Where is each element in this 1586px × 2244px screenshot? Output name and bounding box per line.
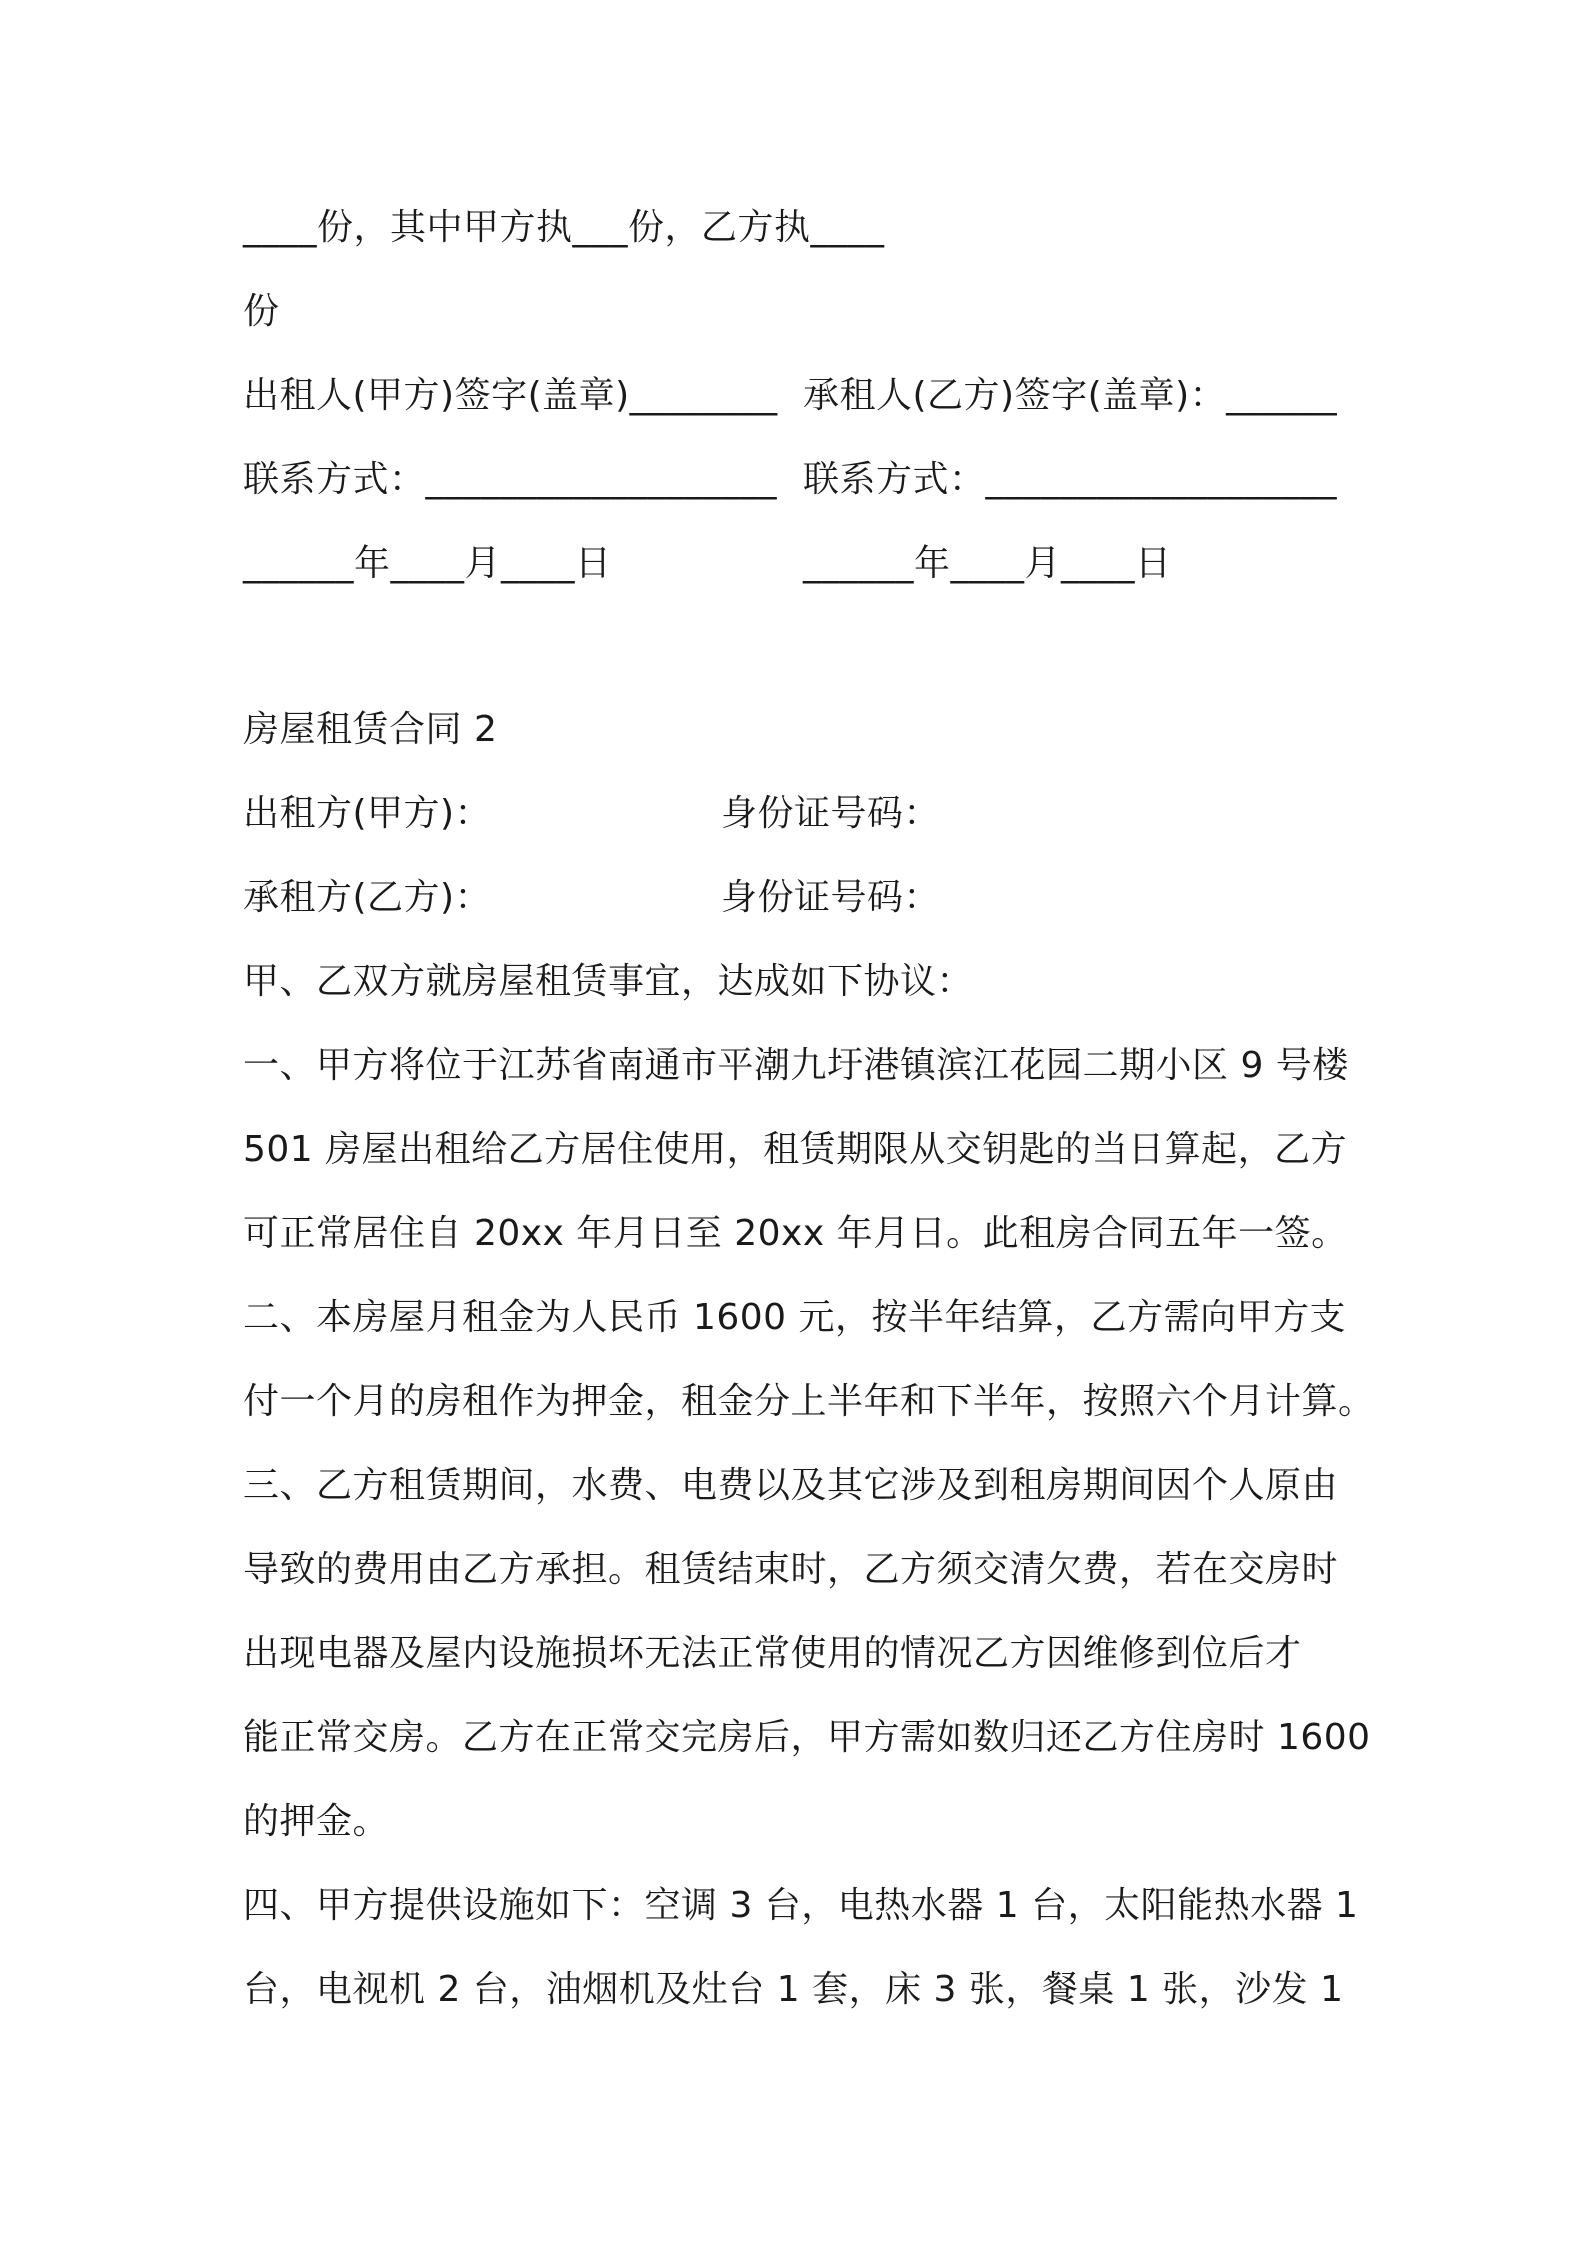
clause-line: 501 房屋出租给乙方居住使用，租赁期限从交钥匙的当日算起，乙方 [243,1129,1348,1170]
lessor-date: ______年____月____日 [243,543,612,584]
contract-title: 房屋租赁合同 2 [243,709,498,750]
lessor-row [243,792,941,836]
lessee-contact: 联系方式：___________________ [803,459,1338,500]
clause-line: 三、乙方租赁期间，水费、电费以及其它涉及到租房期间因个人原由 [243,1465,1339,1506]
contact-row [243,458,1338,502]
clause-line: 能正常交房。乙方在正常交完房后，甲方需如数归还乙方住房时 1600 [243,1717,1371,1758]
lessee-date: ______年____月____日 [803,543,1172,584]
clause-line: 一、甲方将位于江苏省南通市平潮九圩港镇滨江花园二期小区 9 号楼 [243,1045,1349,1086]
lessee-row [243,876,941,920]
clause-line: 出现电器及屋内设施损坏无法正常使用的情况乙方因维修到位后才 [243,1633,1302,1674]
clause-line: 可正常居住自 20xx 年月日至 20xx 年月日。此租房合同五年一签。 [243,1213,1348,1254]
clause-line: 二、本房屋月租金为人民币 1600 元，按半年结算，乙方需向甲方支 [243,1297,1347,1338]
lessee-id-label: 身份证号码： [721,877,941,918]
lessor-id-label: 身份证号码： [721,793,941,834]
copies-line: ____份，其中甲方执___份，乙方执____ [243,207,885,248]
intro-line: 甲、乙双方就房屋租赁事宜，达成如下协议： [243,961,974,1002]
lessee-label: 承租方(乙方)： [243,877,492,918]
clause-line: 四、甲方提供设施如下：空调 3 台，电热水器 1 台，太阳能热水器 1 [243,1885,1359,1926]
date-row [243,542,1172,586]
lessor-contact: 联系方式：___________________ [243,459,778,500]
clause-line: 付一个月的房租作为押金，租金分上半年和下半年，按照六个月计算。 [243,1381,1375,1422]
clause-line: 导致的费用由乙方承担。租赁结束时，乙方须交清欠费，若在交房时 [243,1549,1339,1590]
lessor-signature: 出租人(甲方)签字(盖章)________ [243,375,778,416]
clause-line: 台，电视机 2 台，油烟机及灶台 1 套，床 3 张，餐桌 1 张，沙发 1 [243,1969,1344,2010]
copies-tail: 份 [243,291,280,332]
clause-line: 的押金。 [243,1801,390,1842]
lessee-signature: 承租人(乙方)签字(盖章)：______ [803,375,1338,416]
lessor-label: 出租方(甲方)： [243,793,492,834]
sign-row [243,374,1338,418]
